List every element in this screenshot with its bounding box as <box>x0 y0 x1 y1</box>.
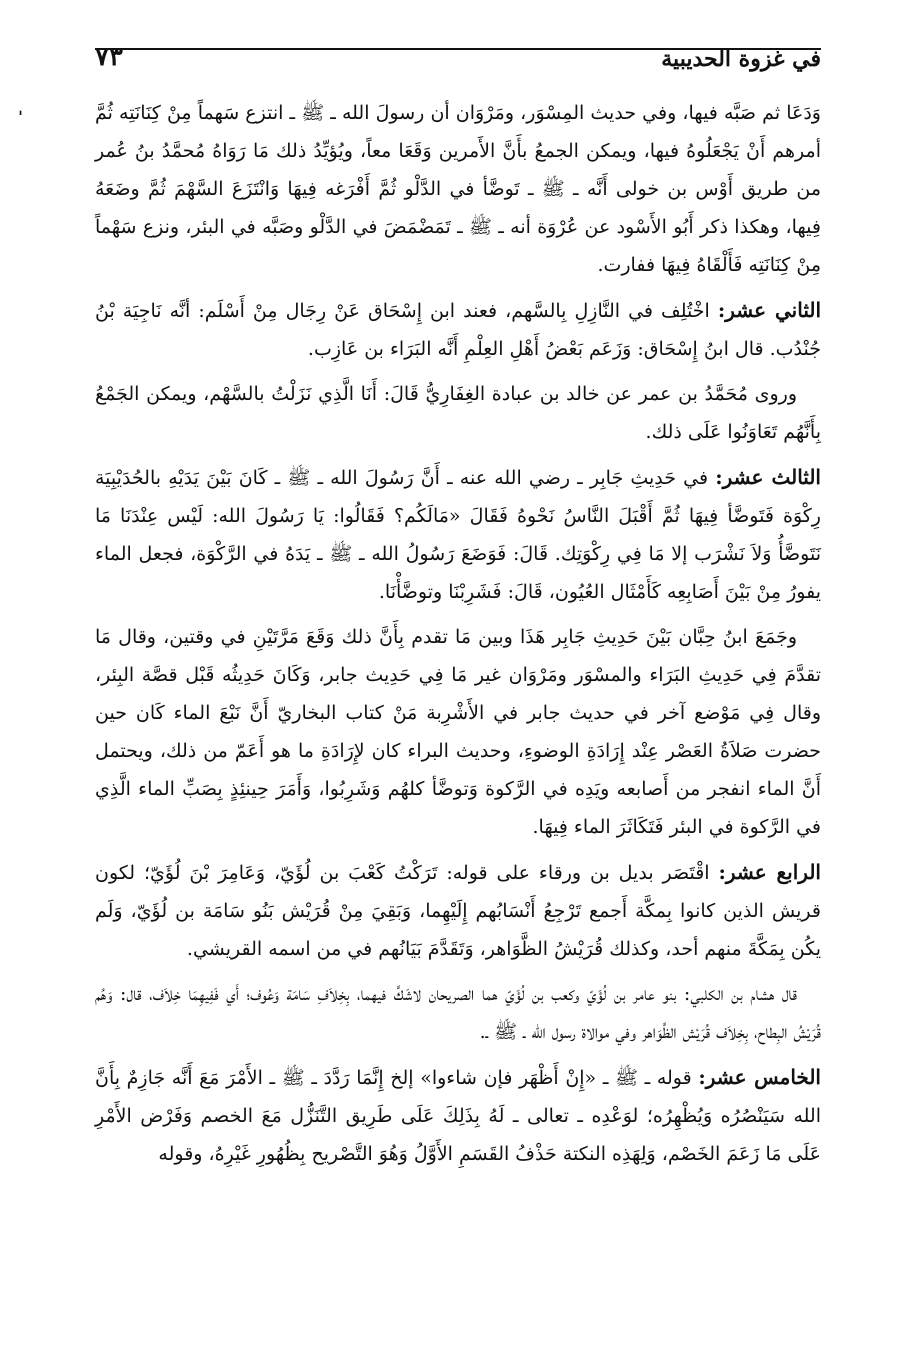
paragraph-text: وروى مُحَمَّدُ بن عمر عن خالد بن عبادة الغِفَارِيُّ قَالَ: أَنَا الَّذِي نَزَلْتُ بالسَّهْم، ويمكن الجَمْعُ بِأَنَّهُم تَعَاوَنُوا عَلَى ذلك. <box>95 383 821 443</box>
page-number: ٧٣ <box>95 42 123 72</box>
paragraph-text: قوله ـ ﷺ ـ «إِنْ أَظْهَر فإن شاءوا» إلخ إِنَّمَا رَدَّدَ ـ ﷺ ـ الأَمْرَ مَعَ أَنَّه جَازِمٌ بِأَنَّ الله سَيَنْصُرُه وَيُظْهِرُه؛ لوَعْدِه ـ تعالى ـ لَهُ بِذَلِكَ عَلَى طَرِيق التَّنَزُّل مَعَ الخصم وَفَرْض الأَمْرِ عَلَى مَا زَعَمَ الخَصْم، وَلِهَذِه النكتة حَذْفُ القَسَمِ الأَوَّلُ وَهُوَ التَّصْريح بِظُهُورِ غَيْرِهُ، وقوله <box>95 1067 821 1165</box>
header-rule <box>95 48 821 50</box>
paragraph-text: اقْتَصَر بديل بن ورقاء على قوله: تَرَكْتُ كَعْبَ بن لُؤَيّ، وَعَامِرَ بْنَ لُؤَيّ؛ لكون قريش الذين كانوا بِمكَّة أَجمع تَرْجِعُ أَنْسَابُهم إِلَيْهِما، وَبَقِيَ مِنْ قُرَيْش بَنُو سَامَة بن لُؤَيّ، وَلَم يكُن بِمَكَّةَ منهم أحد، وكذلك قُرَيْشُ الظَّوَاهر، وَتَقَدَّمَ بَيَانُهم في من اسمه القريشي. <box>95 862 821 960</box>
paragraph-text: اخْتُلِف في النَّازِلِ بِالسَّهم، فعند ابن إِسْحَاق عَنْ رِجَال مِنْ أَسْلَم: أنَّه نَاجِيَة بْنُ جُنْدُب. قال ابنُ إِسْحَاق: وَزَعَم بَعْضُ أَهْلِ العِلْمِ أَنَّه البَرَاء بن عَازِب. <box>95 300 821 360</box>
paragraph-text: وجَمَعَ ابنُ حِبَّان بَيْنَ حَدِيثِ جَابِر هَذَا وبين مَا تقدم بِأَنَّ ذلك وَقَعَ مَرَّتَيْنِ في وقتين، وقال مَا تقدَّمَ فِي حَدِيثِ البَرَاء والمسْوَر ومَرْوَان غير مَا فِي حَدِيث جابر، وَكَانَ حَدِيثُه قَبْل قصَّة البِئر، وقال فِي مَوْضع آخر في حديث جابر في الأَشْرِبة مَنْ كتاب البخاريّ أَنَّ نَبْعَ الماء كَان حين حضرت صَلاَةُ العَصْر عِنْد إِرَادَةِ الوضوءِ، وحديث البراء كان لإِرَادَةِ ما هو أَعَمّ من ذلك، ويحتمل أَنَّ الماء انفجر من أَصابعه ويَدِه في الرَّكوة وَتوضَّأ كلهُم وَشَرِبُوا، وَأَمَرَ حِينئِذٍ بِصَبِّ الماء الَّذِي في الرَّكوة في البئر فَتَكَاثَرَ الماء فِيهَا. <box>95 626 821 838</box>
paragraph-1 <box>95 94 821 284</box>
paragraph-2 <box>95 291 821 368</box>
paragraph-3 <box>95 375 821 451</box>
paragraph-6 <box>95 853 821 968</box>
paragraph-5 <box>95 618 821 846</box>
running-header <box>95 38 821 82</box>
paragraph-text: وَدَعَا ثم صَبَّه فيها، وفي حديث المِسْوَر، ومَرْوَان أن رسولَ الله ـ ﷺ ـ انتزع سَهماً مِنْ كِنَانَتِه ثُمَّ أمرهم أَنْ يَجْعَلُوهُ فيها، ويمكن الجمعُ بأَنَّ الأَمرين وَقَعَا معاً، ويُؤيِّدُ ذلك مَا رَوَاهُ مُحمَّدُ بنُ عُمر من طريق أَوْس بن خولى أَنَّه ـ ﷺ ـ تَوضَّأ في الدَّلْو ثُمَّ أَفْرَغه فِيهَا وَانْتَزَعَ السَّهْمَ ثُمَّ وضَعَهُ فِيها، وهكذا ذكر أَبُو الأَسْود عن عُرْوَة أنه ـ ﷺ ـ تَمَضْمَضَ في الدَّلْو وصَبَّه في البئر، ونزع سَهْماً مِنْ كِنَانَتِه فَأَلْقَاهُ فِيهَا ففارت. <box>95 102 821 276</box>
section-heading: الخامس عشر: <box>698 1065 821 1089</box>
paragraph-4 <box>95 458 821 611</box>
section-heading: الثاني عشر: <box>717 298 821 322</box>
page-body <box>95 94 821 1180</box>
paragraph-text: قال هشام بن الكلبي: بنو عامر بن لُؤَيّ وكعب بن لُؤَيّ هما الصريحان لاشَكَّ فيهما، بِخِلاَفِ سَامَة وَعُوف؛ أَي فَفِيهِمَا خِلاَف، قال: وَهُم قُرَيْشُ البِطاح، بِخِلاَف قُرَيْش الظَّوَاهر وفي موالاة رسول الله ـ ﷺ ـ. <box>95 983 821 1043</box>
paragraph-7 <box>95 975 821 1051</box>
paragraph-8 <box>95 1058 821 1173</box>
section-heading: الثالث عشر: <box>715 465 821 489</box>
paragraph-text: في حَدِيثِ جَابِر ـ رضي الله عنه ـ أَنَّ رَسُولَ الله ـ ﷺ ـ كَانَ بَيْنَ يَدَيْهِ بالحُدَيْبِيَة رِكْوَة فَتَوضَّأ فِيهَا ثُمَّ أَقْبَلَ النَّاسُ نَحْوهُ فَقَالَ «مَالَكُم؟ فَقَالُوا: يَا رَسُولَ الله: لَيْس عِنْدَنَا مَا نَتَوضَّأُ وَلاَ نَشْرَب إلا مَا فِي رِكْوَتِك. قَالَ: فَوَضَعَ رَسُولُ الله ـ ﷺ ـ يَدَهُ في الرَّكْوَة، فجعل الماء يفورُ مِنْ بَيْنَ أَصَابِعِه كَأَمْثَال العُيُون، قَالَ: فَشَرِبْنَا وتوضَّأْنَا. <box>95 467 821 603</box>
margin-mark: ˈ <box>18 108 24 129</box>
section-heading: الرابع عشر: <box>718 860 821 884</box>
header-title: في غزوة الحديبية <box>661 46 821 72</box>
